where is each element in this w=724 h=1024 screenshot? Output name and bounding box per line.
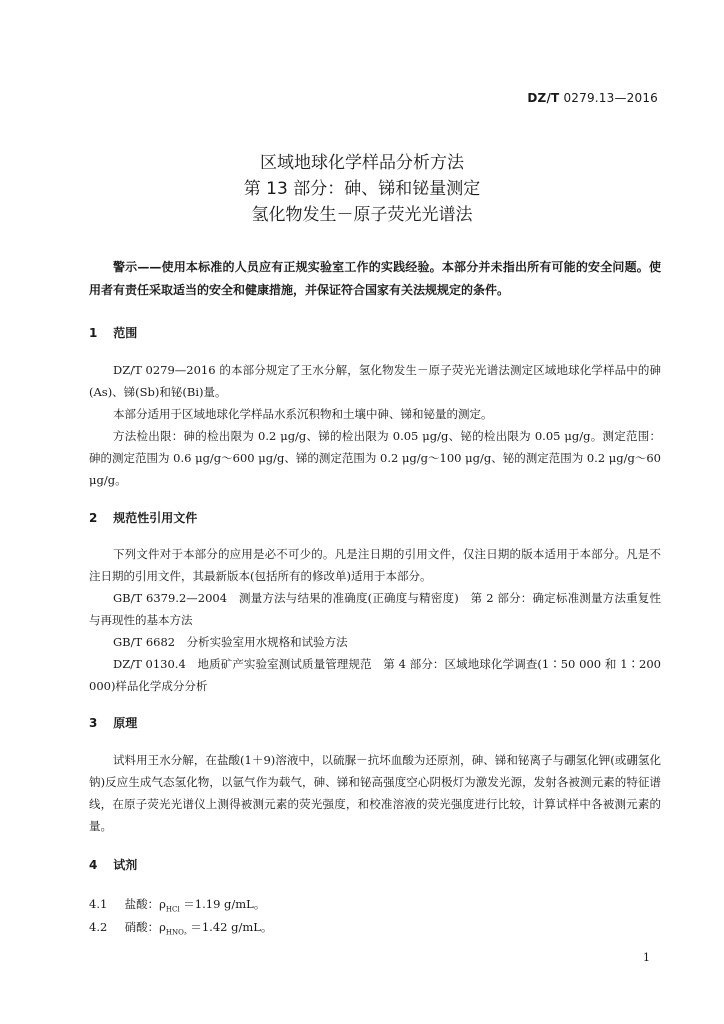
scope-paragraph-3: 方法检出限：砷的检出限为 0.2 μg/g、锑的检出限为 0.05 μg/g、铋的检出限为 0.05 μg/g。测定范围：砷的测定范围为 0.6 μg/g～600 μg/g、锑的测定范围为 0.2 μg/g～100 μg/g、铋的测定范围为 0.2 μg/g～60 μg/g。 [89, 429, 661, 487]
standard-number: 0279.13—2016 [563, 91, 658, 105]
section-title: 规范性引用文件 [113, 511, 198, 525]
page-number: 1 [643, 951, 650, 964]
reagent-item-hno3 [89, 916, 661, 943]
section-heading-reagents [89, 856, 137, 873]
title-line-1: 区域地球化学样品分析方法 [260, 153, 464, 173]
item-label: 盐酸：ρ [124, 897, 166, 911]
item-value: ＝1.19 g/mL。 [183, 897, 266, 911]
section-heading-references [89, 509, 197, 526]
title-line-3: 氢化物发生－原子荧光光谱法 [251, 205, 473, 225]
section-number: 1 [89, 326, 98, 340]
item-number: 4.2 [89, 920, 108, 934]
reference-gbt-6379: GB/T 6379.2—2004 测量方法与结果的准确度(正确度与精密度) 第 2 部分：确定标准测量方法重复性与再现性的基本方法 [89, 591, 661, 627]
section-heading-principle [89, 714, 137, 731]
reference-gbt-6682: GB/T 6682 分析实验室用水规格和试验方法 [113, 635, 348, 649]
item-number: 4.1 [89, 897, 108, 911]
title-line-2: 第 13 部分：砷、锑和铋量测定 [243, 179, 481, 199]
item-subscript: HCl [165, 905, 180, 914]
warning-paragraph: 警示——使用本标准的人员应有正规实验室工作的实践经验。本部分并未指出所有可能的安全问题。使用者有责任采取适当的安全和健康措施，并保证符合国家有关法规规定的条件。 [89, 260, 661, 297]
section-title: 原理 [113, 716, 138, 730]
section-title: 试剂 [113, 858, 138, 872]
principle-paragraph: 试料用王水分解，在盐酸(1＋9)溶液中，以硫脲－抗坏血酸为还原剂，砷、锑和铋离子与硼氢化钾(或硼氢化钠)反应生成气态氢化物，以氩气作为载气，砷、锑和铋高强度空心阴极灯为激发光源，发射各被测元素的特征谱线，在原子荧光光谱仪上测得被测元素的荧光强度，和校准溶液的荧光强度进行比较，计算试样中各被测元素的量。 [89, 753, 661, 833]
item-subscript: HNO₃ [165, 928, 187, 937]
document-title [0, 150, 724, 228]
item-label: 硝酸：ρ [124, 920, 166, 934]
reference-dzt-0130: DZ/T 0130.4 地质矿产实验室测试质量管理规范 第 4 部分：区域地球化学调查(1∶50 000 和 1∶200 000)样品化学成分分析 [89, 657, 661, 693]
standard-prefix: DZ/T [527, 91, 560, 105]
section-number: 4 [89, 858, 98, 872]
section-heading-scope [89, 324, 137, 341]
section-number: 2 [89, 511, 98, 525]
item-value: ＝1.42 g/mL。 [190, 920, 273, 934]
section-title: 范围 [113, 326, 138, 340]
scope-paragraph-1: DZ/T 0279—2016 的本部分规定了王水分解，氢化物发生－原子荧光光谱法测定区域地球化学样品中的砷(As)、锑(Sb)和铋(Bi)量。 [89, 363, 661, 399]
scope-paragraph-2: 本部分适用于区域地球化学样品水系沉积物和土壤中砷、锑和铋量的测定。 [113, 407, 493, 421]
references-paragraph-1: 下列文件对于本部分的应用是必不可少的。凡是注日期的引用文件，仅注日期的版本适用于本部分。凡是不注日期的引用文件，其最新版本(包括所有的修改单)适用于本部分。 [89, 547, 661, 583]
section-number: 3 [89, 716, 98, 730]
standard-code [527, 91, 658, 105]
